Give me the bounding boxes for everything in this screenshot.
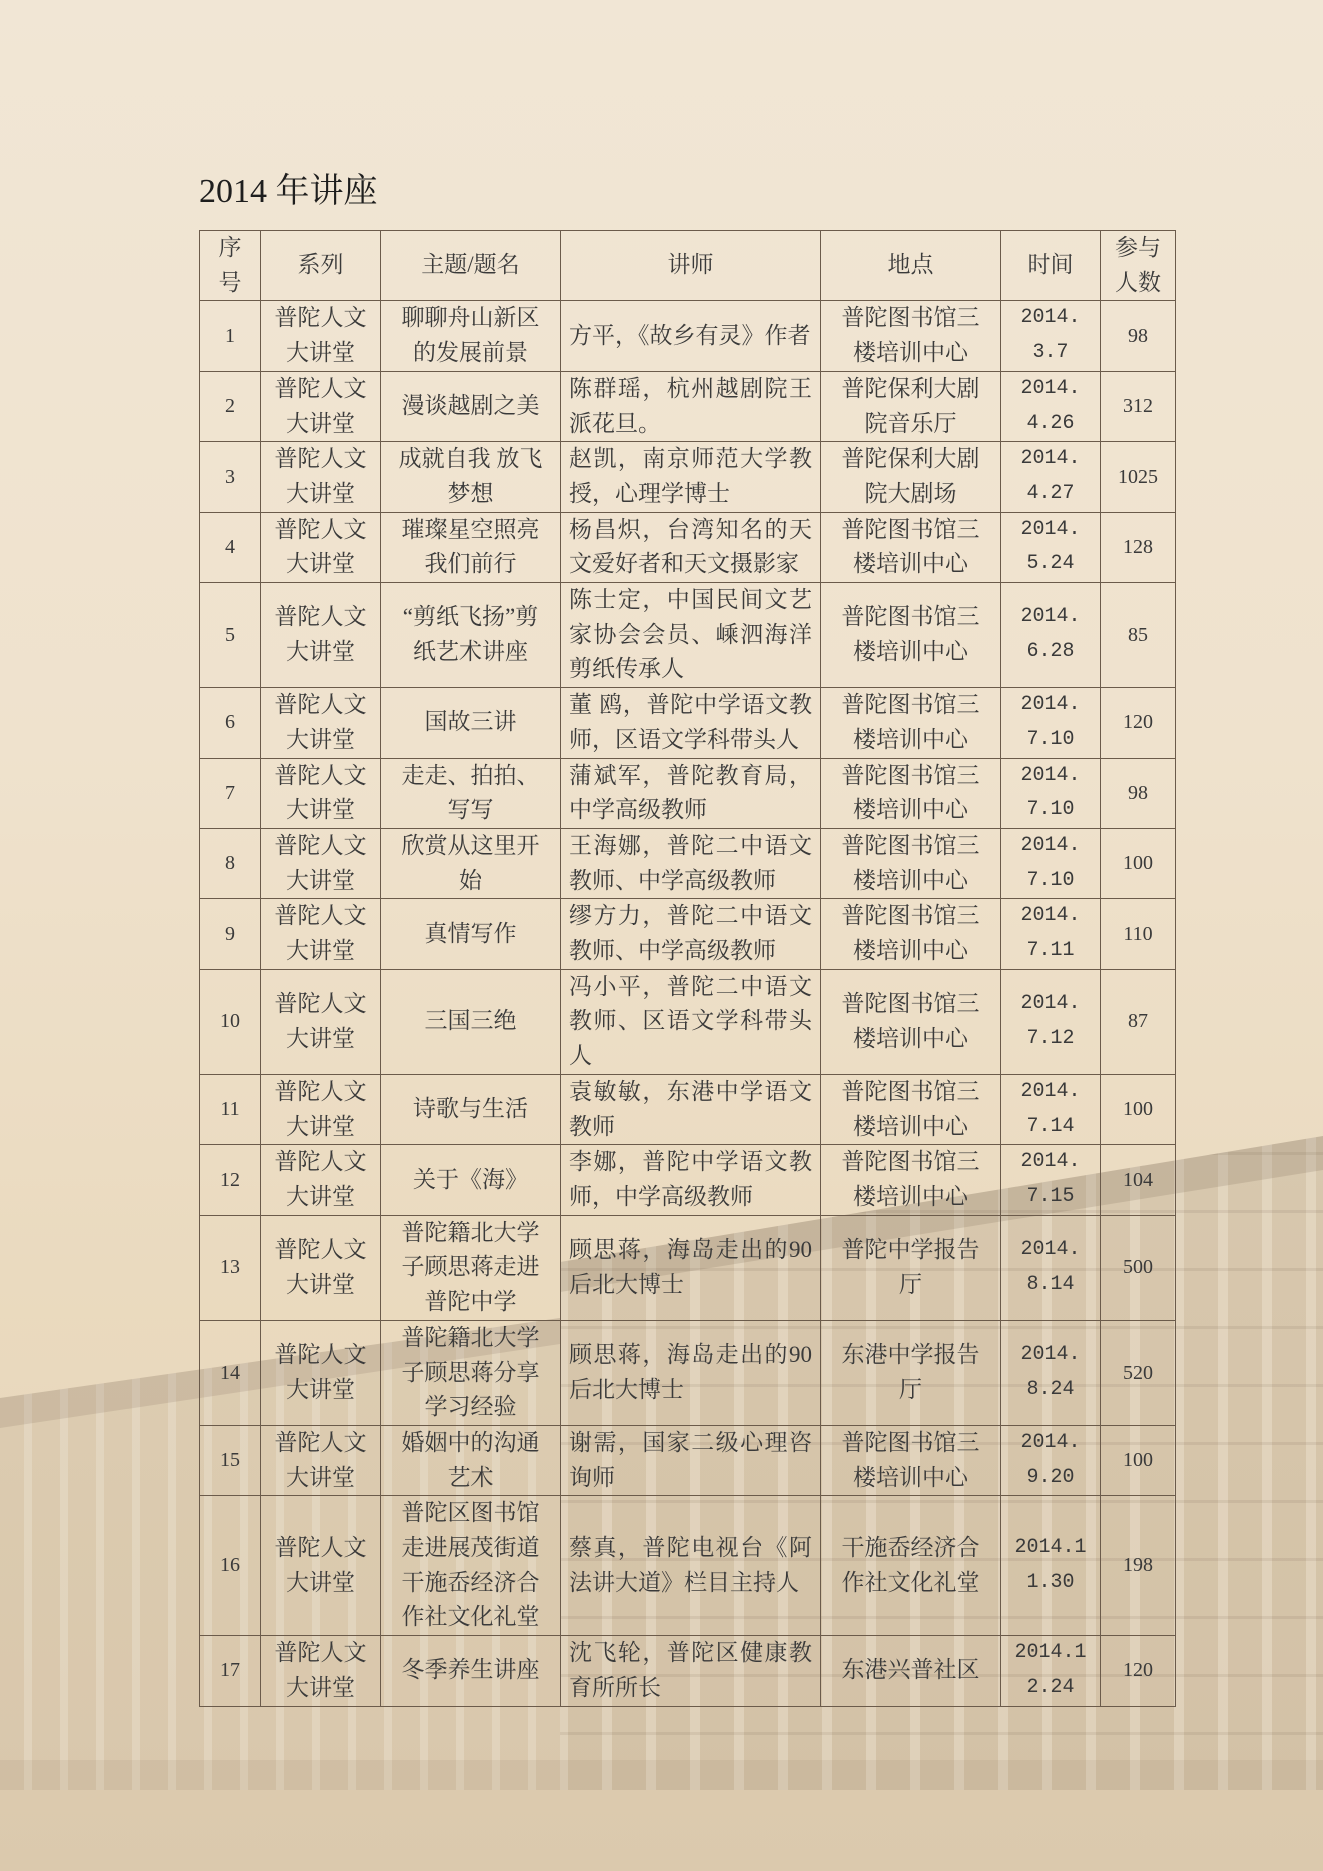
cell-lecturer: 蔡真，普陀电视台《阿法讲大道》栏目主持人 (561, 1496, 821, 1636)
cell-lecturer: 袁敏敏，东港中学语文教师 (561, 1074, 821, 1144)
cell-series: 普陀人文大讲堂 (261, 1215, 381, 1320)
cell-date: 2014.7.10 (1001, 828, 1101, 898)
cell-topic: 真情写作 (381, 899, 561, 969)
header-venue: 地点 (821, 231, 1001, 301)
cell-date: 2014.7.11 (1001, 899, 1101, 969)
cell-venue: 普陀图书馆三楼培训中心 (821, 688, 1001, 758)
table-row (200, 583, 1176, 688)
cell-index: 17 (200, 1636, 261, 1706)
cell-topic: 漫谈越剧之美 (381, 371, 561, 441)
cell-index: 6 (200, 688, 261, 758)
cell-series: 普陀人文大讲堂 (261, 1320, 381, 1425)
cell-lecturer: 蒲斌军，普陀教育局，中学高级教师 (561, 758, 821, 828)
cell-index: 2 (200, 371, 261, 441)
cell-date: 2014.12.24 (1001, 1636, 1101, 1706)
cell-attendance: 100 (1101, 1425, 1176, 1495)
cell-index: 5 (200, 583, 261, 688)
cell-index: 12 (200, 1145, 261, 1215)
table-row (200, 1320, 1176, 1425)
cell-series: 普陀人文大讲堂 (261, 1074, 381, 1144)
table-row (200, 512, 1176, 582)
cell-attendance: 100 (1101, 828, 1176, 898)
cell-topic: 普陀区图书馆走进展茂街道干施岙经济合作社文化礼堂 (381, 1496, 561, 1636)
cell-venue: 普陀图书馆三楼培训中心 (821, 1425, 1001, 1495)
cell-venue: 普陀图书馆三楼培训中心 (821, 969, 1001, 1074)
cell-date: 2014.7.12 (1001, 969, 1101, 1074)
cell-series: 普陀人文大讲堂 (261, 301, 381, 371)
cell-attendance: 312 (1101, 371, 1176, 441)
cell-series: 普陀人文大讲堂 (261, 1145, 381, 1215)
cell-index: 4 (200, 512, 261, 582)
cell-attendance: 1025 (1101, 442, 1176, 512)
cell-series: 普陀人文大讲堂 (261, 512, 381, 582)
cell-series: 普陀人文大讲堂 (261, 1636, 381, 1706)
cell-date: 2014.5.24 (1001, 512, 1101, 582)
cell-index: 9 (200, 899, 261, 969)
cell-lecturer: 顾思蒋，海岛走出的90后北大博士 (561, 1215, 821, 1320)
lecture-table (199, 230, 1176, 1707)
cell-lecturer: 顾思蒋，海岛走出的90后北大博士 (561, 1320, 821, 1425)
header-date: 时间 (1001, 231, 1101, 301)
cell-series: 普陀人文大讲堂 (261, 969, 381, 1074)
cell-topic: 璀璨星空照亮我们前行 (381, 512, 561, 582)
cell-venue: 普陀图书馆三楼培训中心 (821, 1074, 1001, 1144)
cell-lecturer: 赵凯，南京师范大学教授，心理学博士 (561, 442, 821, 512)
cell-date: 2014.8.14 (1001, 1215, 1101, 1320)
table-row (200, 1145, 1176, 1215)
header-topic: 主题/题名 (381, 231, 561, 301)
cell-lecturer: 陈群瑶，杭州越剧院王派花旦。 (561, 371, 821, 441)
cell-topic: 婚姻中的沟通艺术 (381, 1425, 561, 1495)
cell-venue: 干施岙经济合作社文化礼堂 (821, 1496, 1001, 1636)
cell-lecturer: 方平，《故乡有灵》作者 (561, 301, 821, 371)
cell-series: 普陀人文大讲堂 (261, 758, 381, 828)
cell-attendance: 120 (1101, 688, 1176, 758)
header-attendance: 参与人数 (1101, 231, 1176, 301)
cell-attendance: 100 (1101, 1074, 1176, 1144)
header-index: 序号 (200, 231, 261, 301)
cell-index: 7 (200, 758, 261, 828)
cell-lecturer: 李娜，普陀中学语文教师，中学高级教师 (561, 1145, 821, 1215)
cell-index: 3 (200, 442, 261, 512)
table-row (200, 828, 1176, 898)
cell-date: 2014.7.10 (1001, 688, 1101, 758)
cell-venue: 普陀图书馆三楼培训中心 (821, 583, 1001, 688)
cell-date: 2014.9.20 (1001, 1425, 1101, 1495)
cell-index: 13 (200, 1215, 261, 1320)
cell-date: 2014.3.7 (1001, 301, 1101, 371)
cell-date: 2014.4.27 (1001, 442, 1101, 512)
cell-topic: 成就自我 放飞梦想 (381, 442, 561, 512)
cell-venue: 东港兴普社区 (821, 1636, 1001, 1706)
cell-venue: 普陀图书馆三楼培训中心 (821, 301, 1001, 371)
cell-topic: 走走、拍拍、写写 (381, 758, 561, 828)
cell-series: 普陀人文大讲堂 (261, 1425, 381, 1495)
cell-series: 普陀人文大讲堂 (261, 899, 381, 969)
header-lecturer: 讲师 (561, 231, 821, 301)
cell-date: 2014.7.10 (1001, 758, 1101, 828)
cell-topic: 欣赏从这里开始 (381, 828, 561, 898)
cell-venue: 普陀中学报告厅 (821, 1215, 1001, 1320)
cell-venue: 普陀图书馆三楼培训中心 (821, 1145, 1001, 1215)
cell-attendance: 500 (1101, 1215, 1176, 1320)
table-row (200, 371, 1176, 441)
table-row (200, 1425, 1176, 1495)
cell-lecturer: 缪方力，普陀二中语文教师、中学高级教师 (561, 899, 821, 969)
cell-attendance: 98 (1101, 301, 1176, 371)
cell-index: 10 (200, 969, 261, 1074)
cell-date: 2014.8.24 (1001, 1320, 1101, 1425)
page-title: 2014 年讲座 (199, 173, 378, 210)
cell-topic: 普陀籍北大学子顾思蒋分享学习经验 (381, 1320, 561, 1425)
cell-venue: 普陀图书馆三楼培训中心 (821, 758, 1001, 828)
table-row (200, 899, 1176, 969)
cell-topic: 国故三讲 (381, 688, 561, 758)
cell-topic: 三国三绝 (381, 969, 561, 1074)
cell-date: 2014.11.30 (1001, 1496, 1101, 1636)
table-row (200, 1074, 1176, 1144)
cell-attendance: 120 (1101, 1636, 1176, 1706)
ground-strip (0, 1760, 1323, 1871)
table-row (200, 301, 1176, 371)
cell-lecturer: 谢需，国家二级心理咨询师 (561, 1425, 821, 1495)
cell-topic: 聊聊舟山新区的发展前景 (381, 301, 561, 371)
cell-topic: “剪纸飞扬”剪纸艺术讲座 (381, 583, 561, 688)
cell-attendance: 85 (1101, 583, 1176, 688)
cell-index: 15 (200, 1425, 261, 1495)
cell-attendance: 198 (1101, 1496, 1176, 1636)
cell-series: 普陀人文大讲堂 (261, 583, 381, 688)
cell-series: 普陀人文大讲堂 (261, 1496, 381, 1636)
cell-venue: 普陀保利大剧院大剧场 (821, 442, 1001, 512)
cell-date: 2014.6.28 (1001, 583, 1101, 688)
cell-topic: 冬季养生讲座 (381, 1636, 561, 1706)
cell-attendance: 87 (1101, 969, 1176, 1074)
cell-attendance: 520 (1101, 1320, 1176, 1425)
cell-series: 普陀人文大讲堂 (261, 371, 381, 441)
cell-topic: 普陀籍北大学子顾思蒋走进普陀中学 (381, 1215, 561, 1320)
cell-index: 11 (200, 1074, 261, 1144)
cell-attendance: 98 (1101, 758, 1176, 828)
cell-date: 2014.7.15 (1001, 1145, 1101, 1215)
cell-lecturer: 冯小平，普陀二中语文教师、区语文学科带头人 (561, 969, 821, 1074)
cell-venue: 普陀图书馆三楼培训中心 (821, 899, 1001, 969)
cell-lecturer: 董 鸥，普陀中学语文教师，区语文学科带头人 (561, 688, 821, 758)
cell-attendance: 128 (1101, 512, 1176, 582)
table-header-row (200, 231, 1176, 301)
table-row (200, 1496, 1176, 1636)
cell-attendance: 110 (1101, 899, 1176, 969)
cell-index: 14 (200, 1320, 261, 1425)
table-row (200, 758, 1176, 828)
cell-lecturer: 王海娜，普陀二中语文教师、中学高级教师 (561, 828, 821, 898)
cell-topic: 关于《海》 (381, 1145, 561, 1215)
cell-venue: 普陀保利大剧院音乐厅 (821, 371, 1001, 441)
cell-index: 16 (200, 1496, 261, 1636)
cell-topic: 诗歌与生活 (381, 1074, 561, 1144)
table-row (200, 1215, 1176, 1320)
cell-series: 普陀人文大讲堂 (261, 828, 381, 898)
cell-series: 普陀人文大讲堂 (261, 688, 381, 758)
cell-venue: 普陀图书馆三楼培训中心 (821, 512, 1001, 582)
cell-attendance: 104 (1101, 1145, 1176, 1215)
cell-date: 2014.4.26 (1001, 371, 1101, 441)
header-series: 系列 (261, 231, 381, 301)
table-row (200, 969, 1176, 1074)
table-row (200, 688, 1176, 758)
cell-lecturer: 陈士定，中国民间文艺家协会会员、嵊泗海洋剪纸传承人 (561, 583, 821, 688)
cell-index: 1 (200, 301, 261, 371)
cell-series: 普陀人文大讲堂 (261, 442, 381, 512)
cell-lecturer: 杨昌炽，台湾知名的天文爱好者和天文摄影家 (561, 512, 821, 582)
cell-lecturer: 沈飞轮，普陀区健康教育所所长 (561, 1636, 821, 1706)
table-row (200, 442, 1176, 512)
cell-index: 8 (200, 828, 261, 898)
cell-date: 2014.7.14 (1001, 1074, 1101, 1144)
table-row (200, 1636, 1176, 1706)
cell-venue: 普陀图书馆三楼培训中心 (821, 828, 1001, 898)
cell-venue: 东港中学报告厅 (821, 1320, 1001, 1425)
